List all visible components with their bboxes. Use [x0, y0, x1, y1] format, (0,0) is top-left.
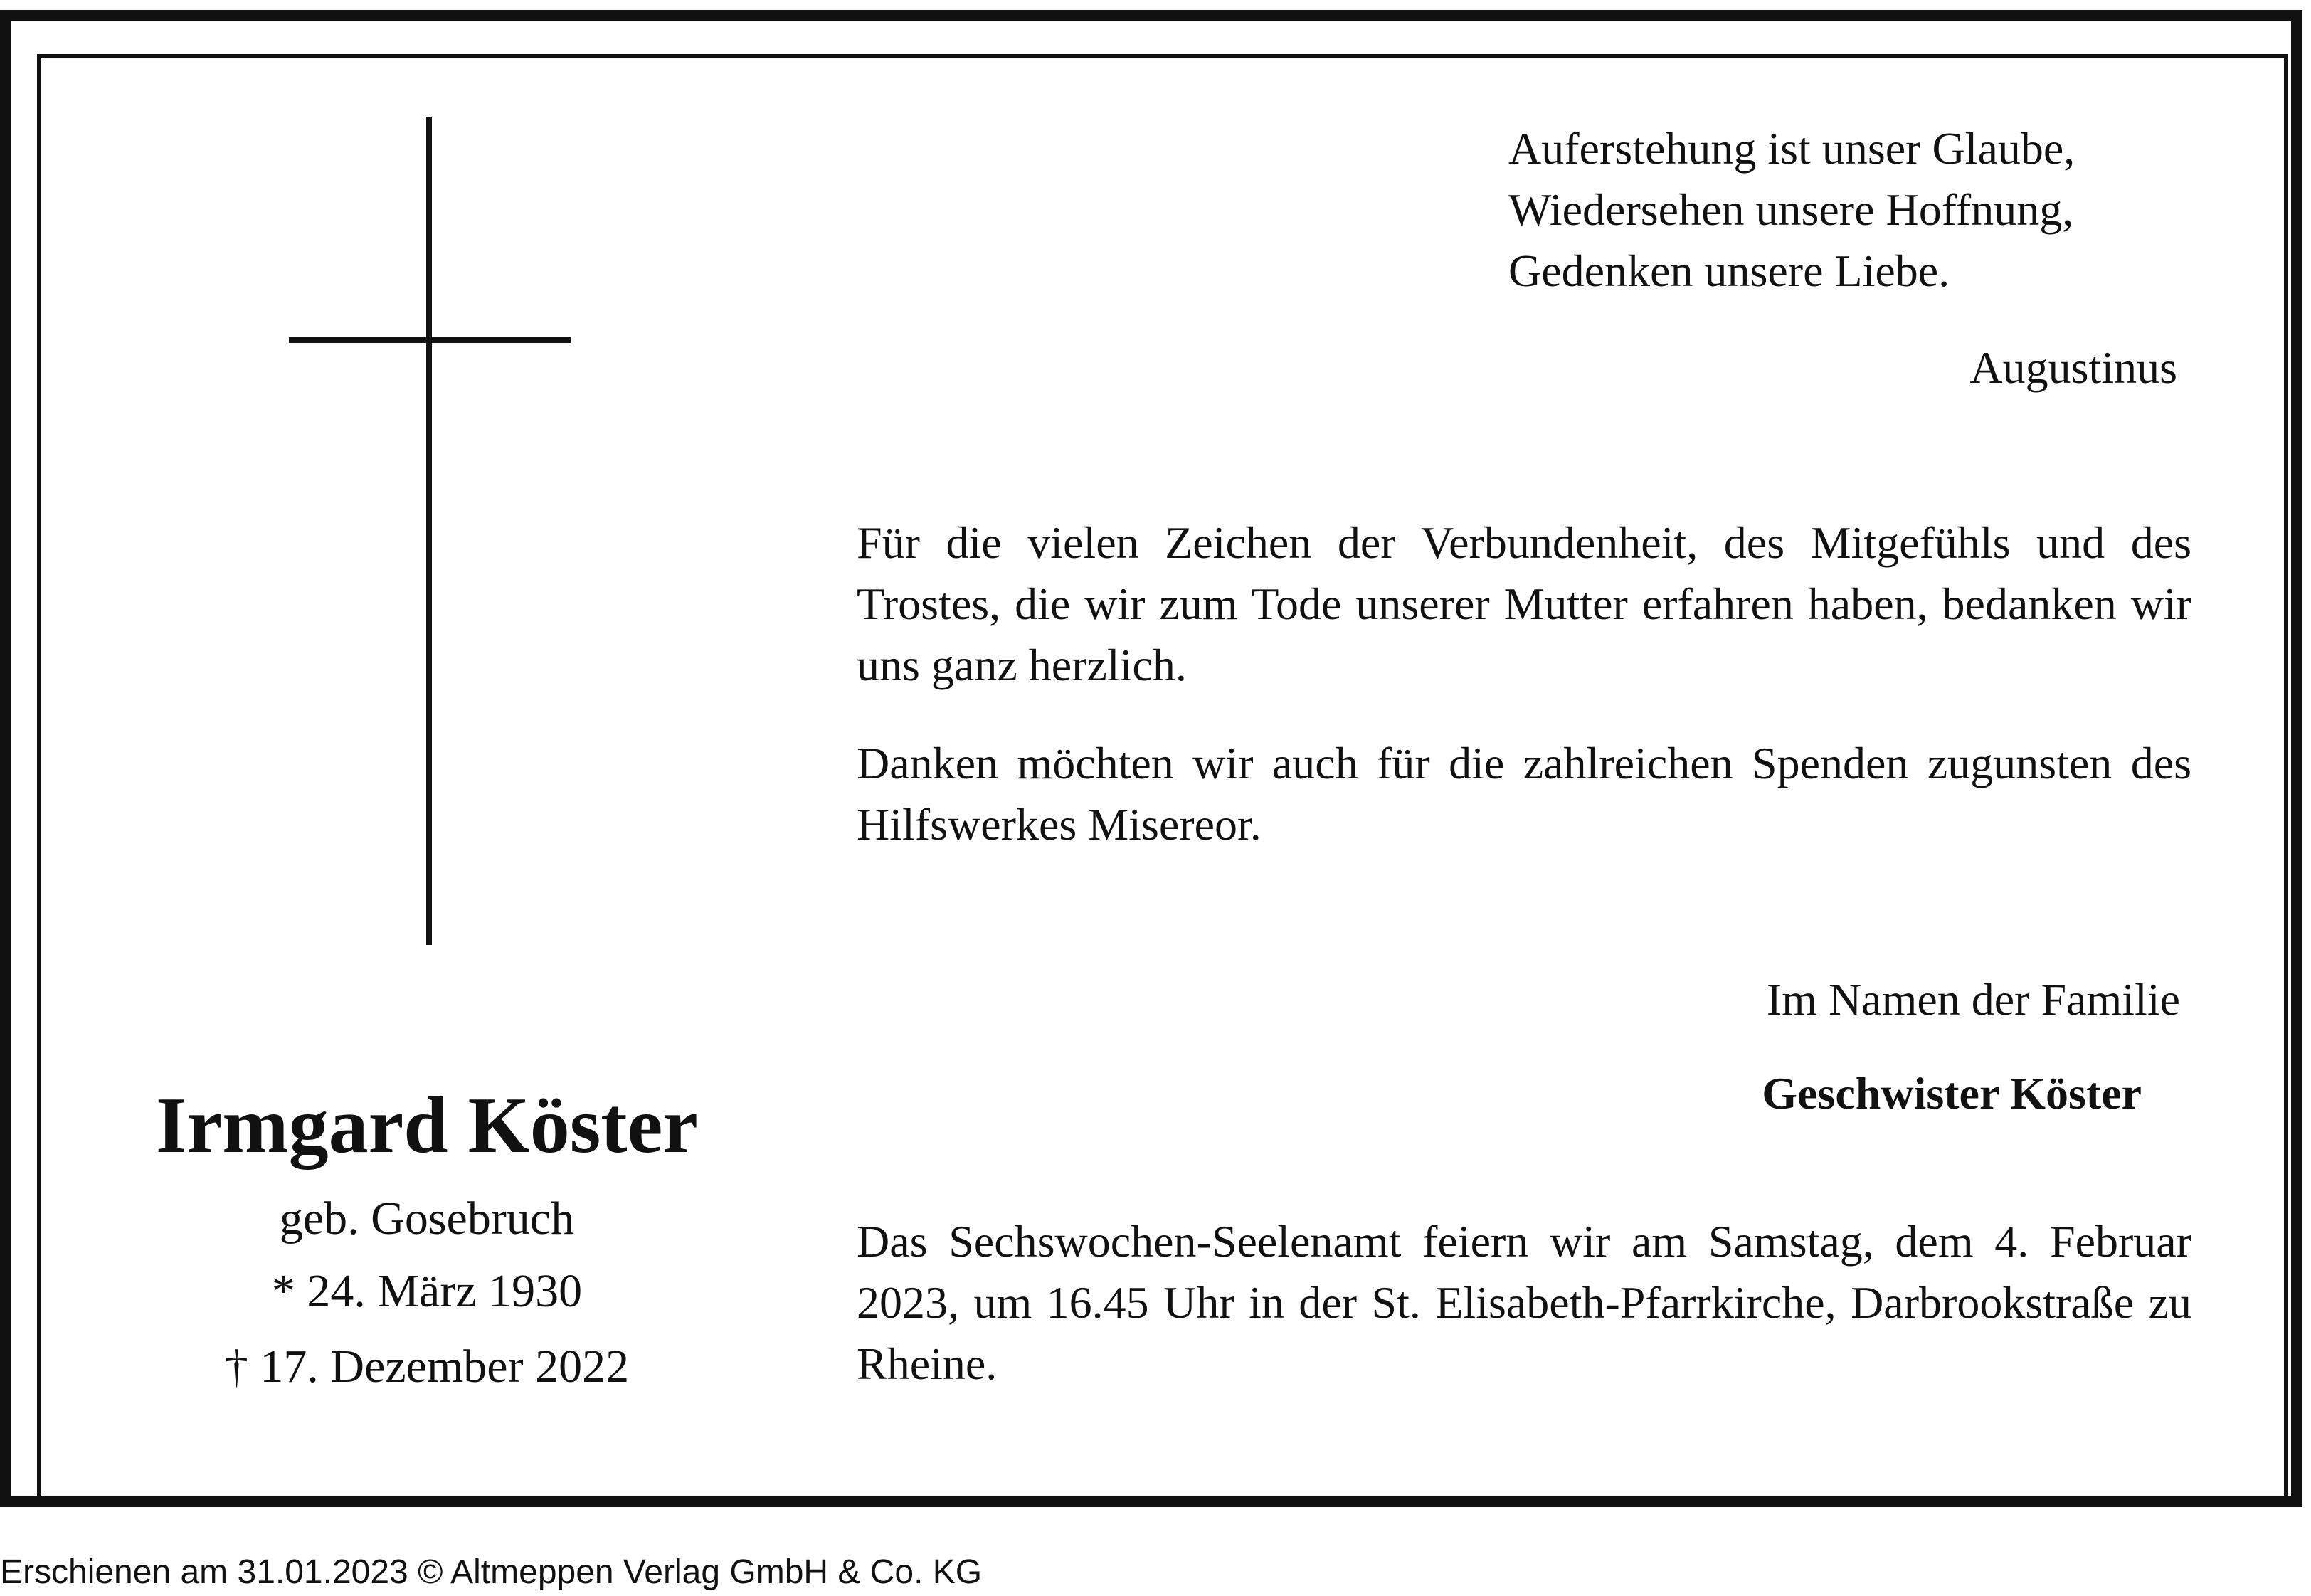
thanks-paragraph-1: Für die vielen Zeichen der Verbundenheit, des Mitgefühls und des Trostes, die wir zum Tode unserer Mutter erfahren haben, bedanken wir uns ganz herzlich. — [857, 517, 2191, 690]
deceased-born-name: geb. Gosebruch — [279, 1193, 575, 1244]
thanks-paragraph-2: Danken möchten wir auch für die zahlreichen Spenden zugunsten des Hilfswerkes Misereor. — [857, 738, 2191, 850]
cross-horizontal-bar — [289, 337, 571, 343]
deceased-death-date: † 17. Dezember 2022 — [224, 1341, 630, 1392]
signature-name: Geschwister Köster — [1762, 1068, 2142, 1119]
quote-line: Wiedersehen unsere Hoffnung, — [1508, 184, 2074, 235]
quote-block — [1508, 118, 2075, 302]
quote-line: Auferstehung ist unser Glaube, — [1508, 123, 2075, 174]
deceased-birth-date: * 24. März 1930 — [271, 1265, 583, 1317]
mass-announcement: Das Sechswochen-Seelenamt feiern wir am Samstag, dem 4. Februar 2023, um 16.45 Uhr in der St. Elisabeth-Pfarrkirche, Darbrookstraße zu Rheine. — [857, 1216, 2191, 1389]
cross-vertical-bar — [426, 117, 432, 945]
quote-author: Augustinus — [1969, 342, 2177, 393]
publication-footer: Erschienen am 31.01.2023 © Altmeppen Verlag GmbH & Co. KG — [0, 1553, 983, 1591]
signature-intro: Im Namen der Familie — [1766, 974, 2180, 1025]
quote-line: Gedenken unsere Liebe. — [1508, 245, 1950, 296]
deceased-name: Irmgard Köster — [155, 1082, 698, 1170]
